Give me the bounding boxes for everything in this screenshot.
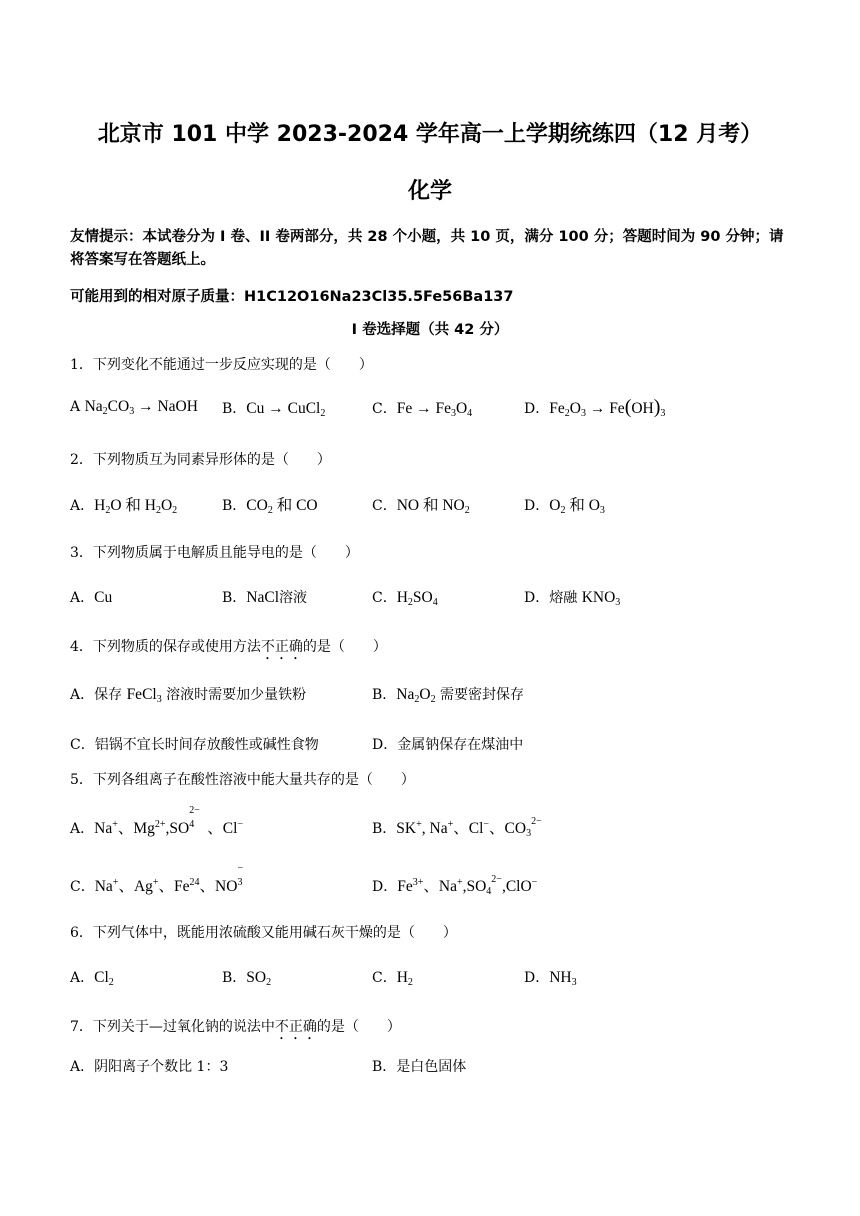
page-title: 北京市 101 中学 2023-2024 学年高一上学期统练四（12 月考） <box>97 122 763 147</box>
question-4-option-a: A．保存 FeCl$_3$ 溶液时需要加少量铁粉 <box>70 686 307 705</box>
section-title: I 卷选择题（共 42 分） <box>351 322 509 338</box>
question-5-option-d: D．$Fe^{3+}$、$Na^+,SO_4^{2-},ClO^-$ <box>372 874 538 897</box>
question-2-option-a: A．$H_2O$ 和 $H_2O_2$ <box>70 497 178 516</box>
question-4-option-c: C．铝锅不宜长时间存放酸性或碱性食物 <box>70 737 319 753</box>
question-6-option-d: D．$NH_3$ <box>524 969 577 988</box>
question-1-option-b: B．Cu → CuCl$_2$ <box>222 400 326 419</box>
question-1-option-d: D．$Fe_2O_3 \to Fe(OH)_3$ <box>524 396 666 419</box>
atomic-mass-line <box>70 285 513 306</box>
question-5-option-a: A．Na+、$Mg^{2+},SO$ 2− 4 、Cl− <box>70 805 244 837</box>
question-2-option-d: D．$O_2$ 和 $O_3$ <box>524 497 605 516</box>
question-7-option-b: B．是白色固体 <box>372 1059 467 1075</box>
question-3-option-c: C．$H_2SO_4$ <box>372 589 438 608</box>
question-7-option-a: A．阴阳离子个数比 1：3 <box>70 1059 229 1075</box>
question-6-option-a: A．$Cl_2$ <box>70 969 114 988</box>
question-5-option-c: C．Na+、Ag+、Fe$^{24}$、NO − 3 <box>70 863 244 895</box>
exam-notice: 友情提示：本试卷分为 I 卷、II 卷两部分，共 28 个小题，共 10 页，满分 100 分；答题时间为 90 分钟；请将答案写在答题纸上。 <box>70 229 784 268</box>
question-1-option-c: C．$Fe \to Fe_3O_4$ <box>372 400 473 419</box>
question-4-option-d: D．金属钠保存在煤油中 <box>372 737 524 753</box>
emphasis-not-correct: 不正确 <box>274 1019 317 1035</box>
atomic-mass-label: 可能用到的相对原子质量： <box>70 289 244 305</box>
question-6-stem: 6．下列气体中，既能用浓硫酸又能用碱石灰干燥的是（ ） <box>70 925 457 941</box>
question-1-stem: 1．下列变化不能通过一步反应实现的是（ ） <box>70 357 373 373</box>
question-4-stem: 4．下列物质的保存或使用方法不正确的是（ ） <box>70 639 387 655</box>
question-3-stem: 3．下列物质属于电解质且能导电的是（ ） <box>70 545 359 561</box>
question-2-stem: 2．下列物质互为同素异形体的是（ ） <box>70 452 331 468</box>
emphasis-not-correct: 不正确 <box>260 639 303 655</box>
question-3-option-b: B．NaCl溶液 <box>222 589 308 606</box>
question-2-option-c: C．NO 和 $NO_2$ <box>372 497 470 516</box>
question-6-option-b: B．$SO_2$ <box>222 969 272 988</box>
subject-title: 化学 <box>407 179 452 204</box>
question-4-option-b: B．$Na_2O_2$ 需要密封保存 <box>372 686 525 705</box>
atomic-mass-values: H1C12O16Na23Cl35.5Fe56Ba137 <box>244 289 514 305</box>
question-2-option-b: B．$CO_2$ 和 CO <box>222 497 318 516</box>
question-5-stem: 5．下列各组离子在酸性溶液中能大量共存的是（ ） <box>70 772 415 788</box>
question-3-option-d: D．熔融 $KNO_3$ <box>524 589 621 608</box>
question-3-option-a: A．Cu <box>70 589 113 606</box>
question-5-option-b: B．SK+, Na+、Cl−、$CO_3^{2-}$ <box>372 816 542 839</box>
question-7-stem: 7．下列关于—过氧化钠的说法中不正确的是（ ） <box>70 1019 401 1035</box>
question-1-option-a: A $Na_2CO_3$ → NaOH <box>70 398 198 417</box>
question-6-option-c: C．$H_2$ <box>372 969 413 988</box>
